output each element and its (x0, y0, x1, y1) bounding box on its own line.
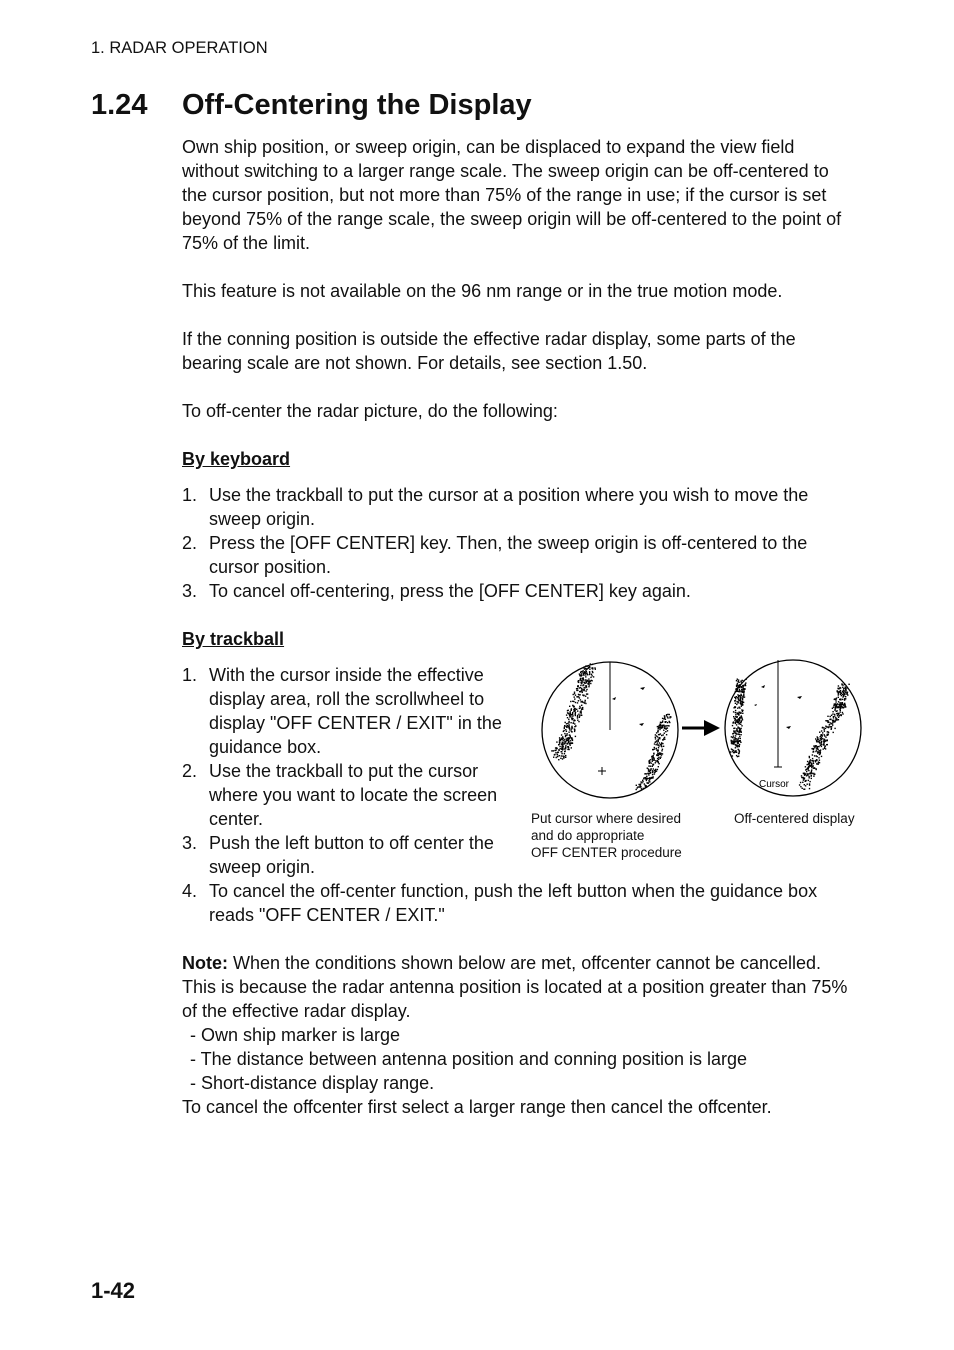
note-bullet: - Own ship marker is large (190, 1025, 401, 1045)
section-number: 1.24 (91, 89, 148, 121)
list-item: 2. Press the [OFF CENTER] key. Then, the sweep origin is off-centered to the cursor position. (182, 533, 808, 577)
subheading-trackball: By trackball (182, 629, 285, 649)
note-bullet: - The distance between antenna position and conning position is large (190, 1049, 748, 1069)
list-item: 3. To cancel off-centering, press the [OFF CENTER] key again. (182, 581, 691, 601)
radar-scope-before (542, 662, 678, 798)
radar-illustration (528, 655, 868, 805)
list-item: 3. Push the left button to off center the sweep origin. (182, 833, 494, 877)
page-number: 1-42 (91, 1278, 136, 1303)
intro-paragraph: Own ship position, or sweep origin, can be displaced to expand the view field without switching to a larger range scale. The sweep origin can be off-centered to the cursor position, but not more than 75% of the range in use; if the cursor is set beyond 75% of the range scale, the sweep origin will be off-centered to the point of 75% of the limit. (182, 137, 842, 253)
section-title-text: Off-Centering the Display (182, 89, 532, 121)
arrow-icon (682, 720, 720, 736)
note-paragraph: Note: When the conditions shown below are met, offcenter cannot be cancelled. This is because the radar antenna position is located at a position greater than 75% of the effective radar display. (182, 953, 848, 1021)
intro-paragraph: To off-center the radar picture, do the following: (182, 401, 558, 421)
running-header: 1. RADAR OPERATION (91, 39, 268, 57)
list-item: 1. With the cursor inside the effective display area, roll the scrollwheel to display "OFF CENTER / EXIT" in the guidance box. (182, 665, 502, 757)
intro-paragraph: This feature is not available on the 96 nm range or in the true motion mode. (182, 281, 783, 301)
list-item: 4. To cancel the off-center function, push the left button when the guidance box reads "OFF CENTER / EXIT." (182, 881, 818, 925)
off-center-figure (528, 655, 868, 870)
section-body (182, 135, 852, 1119)
caption-right: Off-centered display (734, 811, 855, 826)
keyboard-steps (182, 483, 852, 603)
radar-scope-after (725, 660, 861, 796)
subheading-keyboard: By keyboard (182, 449, 291, 469)
intro-paragraph: If the conning position is outside the effective radar display, some parts of the bearing scale are not shown. For details, see section 1.50. (182, 329, 796, 373)
note-bullet: - Short-distance display range. (190, 1073, 435, 1093)
list-item: 2. Use the trackball to put the cursor where you want to locate the screen center. (182, 761, 498, 829)
section-title (91, 89, 532, 122)
note-closing: To cancel the offcenter first select a larger range then cancel the offcenter. (182, 1097, 772, 1117)
caption-left: Put cursor where desired and do appropriate OFF CENTER procedure (531, 811, 682, 860)
note-label: Note: (182, 953, 228, 973)
list-item: 1. Use the trackball to put the cursor at a position where you wish to move the sweep origin. (182, 485, 809, 529)
cursor-label: Cursor (759, 779, 790, 790)
